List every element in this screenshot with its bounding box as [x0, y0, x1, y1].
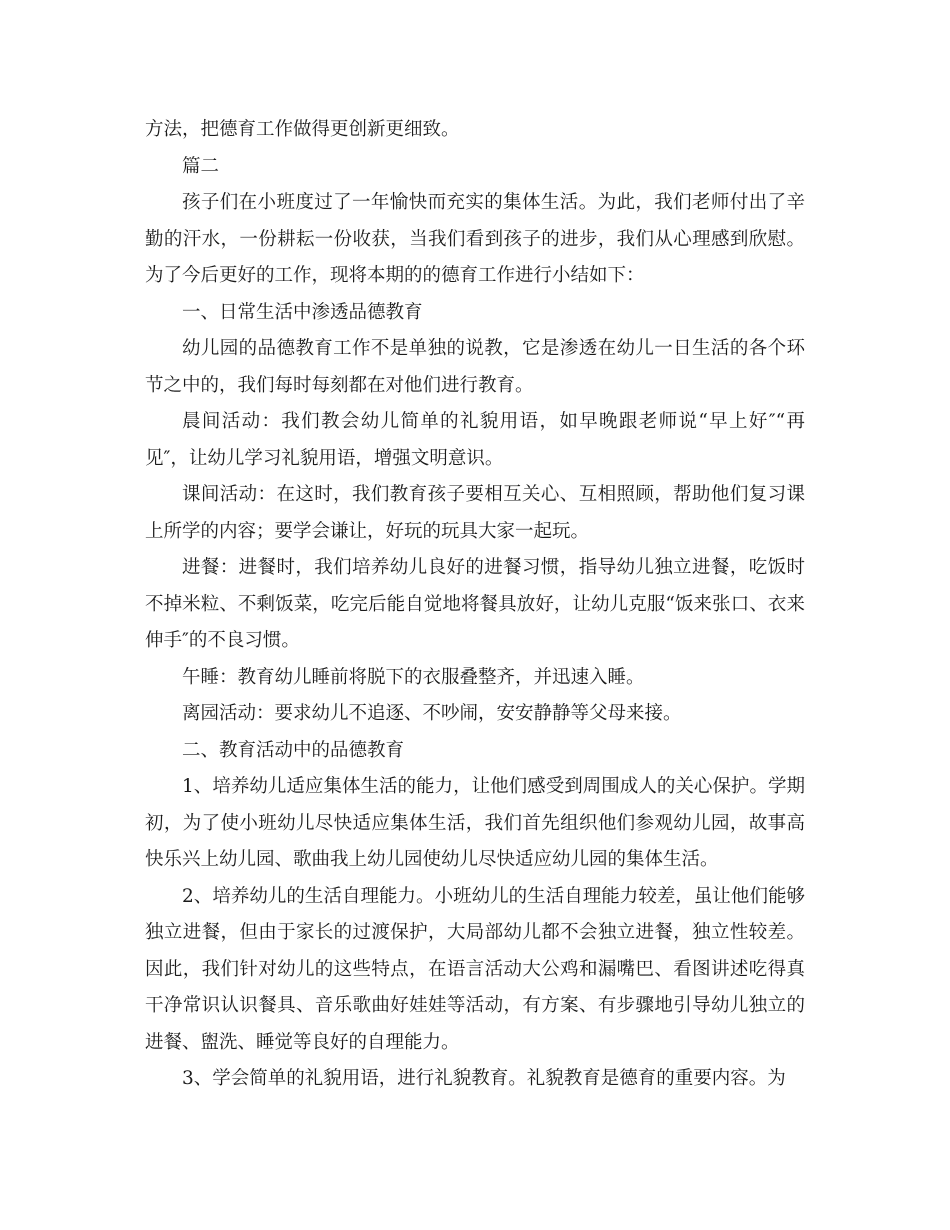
section-heading-part-two: 篇二: [182, 155, 220, 177]
paragraph-morning-activity: 晨间活动：我们教会幼儿简单的礼貌用语，如早晚跟老师说“早上好″“再见″，让幼儿学习礼貌用语，增强文明意识。: [145, 411, 805, 469]
section-heading-teaching-activities: 二、教育活动中的品德教育: [182, 739, 405, 761]
paragraph-item-2: 2、培养幼儿的生活自理能力。小班幼儿的生活自理能力较差，虽让他们能够独立进餐，但由于家长的过渡保护，大局部幼儿都不会独立进餐，独立性较差。因此，我们针对幼儿的这些特点，在语言活动大公鸡和漏嘴巴、看图讲述吃得真干净常识认识餐具、音乐歌曲好娃娃等活动，有方案、有步骤地引导幼儿独立的进餐、盥洗、睡觉等良好的自理能力。: [145, 885, 805, 1053]
paragraph-break-activity: 课间活动：在这时，我们教育孩子要相互关心、互相照顾，帮助他们复习课上所学的内容；要学会谦让，好玩的玩具大家一起玩。: [145, 484, 805, 542]
paragraph-item-1: 1、培养幼儿适应集体生活的能力，让他们感受到周围成人的关心保护。学期初，为了使小班幼儿尽快适应集体生活，我们首先组织他们参观幼儿园，故事高快乐兴上幼儿园、歌曲我上幼儿园使幼儿尽快适应幼儿园的集体生活。: [145, 776, 805, 870]
document-body: [145, 112, 805, 1098]
paragraph-departure: 离园活动：要求幼儿不追逐、不吵闹，安安静静等父母来接。: [182, 703, 682, 724]
paragraph-intro: 孩子们在小班度过了一年愉快而充实的集体生活。为此，我们老师付出了辛勤的汗水，一份耕耘一份收获，当我们看到孩子的进步，我们从心理感到欣慰。为了今后更好的工作，现将本期的的德育工作进行小结如下：: [145, 192, 805, 286]
paragraph-item-3: 3、学会简单的礼貌用语，进行礼貌教育。礼貌教育是德育的重要内容。为: [182, 1068, 786, 1089]
paragraph-continuation: 方法，把德育工作做得更创新更细致。: [145, 119, 460, 140]
paragraph-moral-education: 幼儿园的品德教育工作不是单独的说教，它是渗透在幼儿一日生活的各个环节之中的，我们每时每刻都在对他们进行教育。: [145, 338, 805, 396]
section-heading-daily-life: 一、日常生活中渗透品德教育: [182, 301, 423, 323]
paragraph-meals: 进餐：进餐时，我们培养幼儿良好的进餐习惯，指导幼儿独立进餐，吃饭时不掉米粒、不剩饭菜，吃完后能自觉地将餐具放好，让幼儿克服“饭来张口、衣来伸手″的不良习惯。: [145, 557, 805, 651]
paragraph-nap: 午睡：教育幼儿睡前将脱下的衣服叠整齐，并迅速入睡。: [182, 666, 645, 688]
